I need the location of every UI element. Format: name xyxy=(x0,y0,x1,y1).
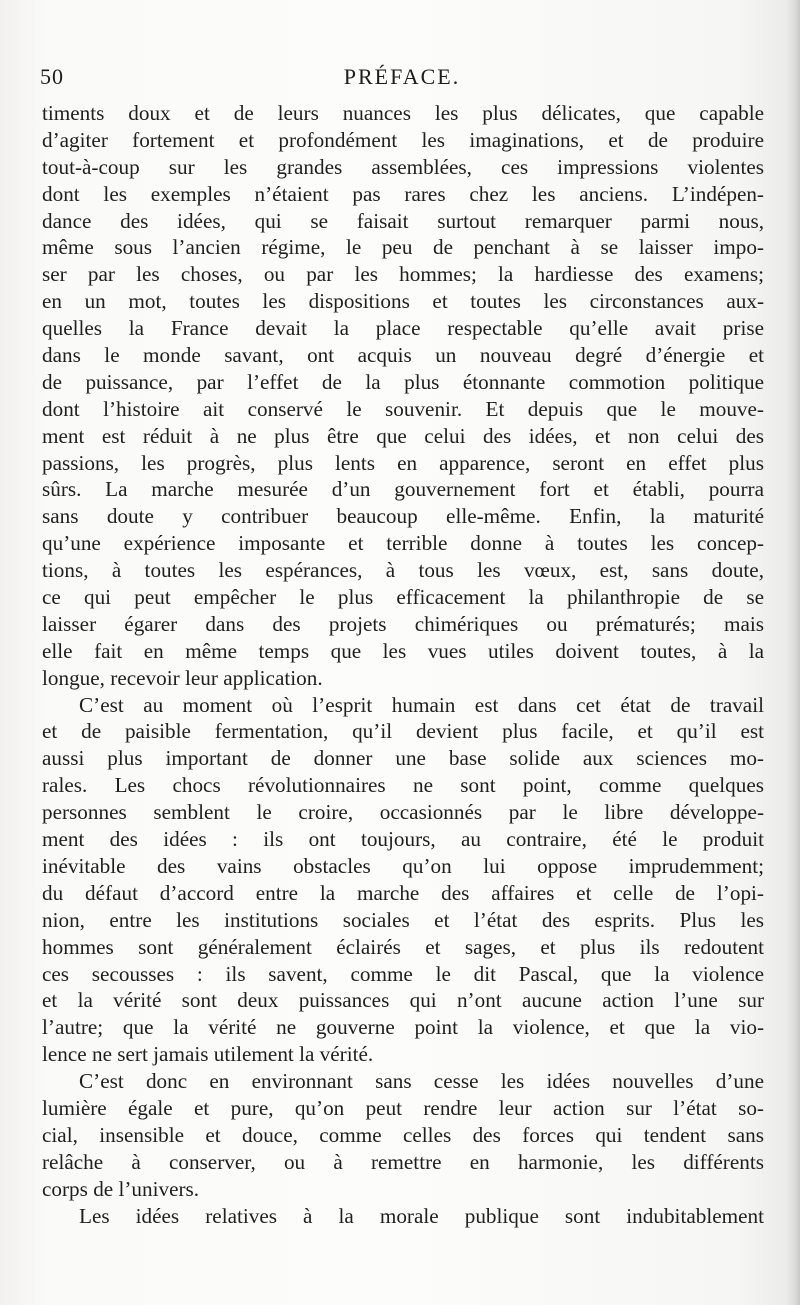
text-line: corps de l’univers. xyxy=(42,1176,200,1201)
text-line: cial, insensible et douce, comme celles des forces qui tendent sans xyxy=(42,1122,764,1147)
text-line: dont l’histoire ait conservé le souvenir. Et depuis que le mouve- xyxy=(42,396,764,421)
text-line: dance des idées, qui se faisait surtout remarquer parmi nous, xyxy=(42,208,764,233)
text-line: et de paisible fermentation, qu’il devient plus facile, et qu’il est xyxy=(42,719,764,744)
text-line: du défaut d’accord entre la marche des affaires et celle de l’opi- xyxy=(42,880,764,905)
text-line: longue, recevoir leur application. xyxy=(42,665,323,690)
text-line: quelles la France devait la place respectable qu’elle avait prise xyxy=(42,316,764,341)
text-line: ser par les choses, ou par les hommes; la hardiesse des examens; xyxy=(42,262,764,287)
text-line: inévitable des vains obstacles qu’on lui oppose imprudemment; xyxy=(42,853,764,878)
paragraph-start: C’est au moment où l’esprit humain est dans cet état de travail xyxy=(79,692,764,717)
text-line: dans le monde savant, ont acquis un nouveau degré d’énergie et xyxy=(42,343,764,368)
text-line: ce qui peut empêcher le plus efficacement la philanthropie de se xyxy=(42,585,764,610)
text-line: elle fait en même temps que les vues utiles doivent toutes, à la xyxy=(42,638,764,663)
paragraph-start: Les idées relatives à la morale publique sont indubitablement xyxy=(79,1203,764,1228)
paragraph-start: C’est donc en environnant sans cesse les idées nouvelles d’une xyxy=(79,1069,764,1094)
text-line: relâche à conserver, ou à remettre en harmonie, les différents xyxy=(42,1149,764,1174)
text-line: de puissance, par l’effet de la plus étonnante commotion politique xyxy=(42,369,764,394)
text-line: même sous l’ancien régime, le peu de penchant à se laisser impo- xyxy=(42,235,764,260)
text-line: ment est réduit à ne plus être que celui des idées, et non celui des xyxy=(42,423,764,448)
page-number: 50 xyxy=(40,64,64,89)
body-text xyxy=(42,100,764,1229)
text-line: ces secousses : ils savent, comme le dit Pascal, que la violence xyxy=(42,961,764,986)
text-line: qu’une expérience imposante et terrible donne à toutes les concep- xyxy=(42,531,764,556)
text-line: lumière égale et pure, qu’on peut rendre leur action sur l’état so- xyxy=(42,1095,764,1120)
text-line: en un mot, toutes les dispositions et toutes les circonstances aux- xyxy=(42,289,764,314)
text-line: ment des idées : ils ont toujours, au contraire, été le produit xyxy=(42,827,764,852)
text-line: et la vérité sont deux puissances qui n’ont aucune action l’une sur xyxy=(42,988,764,1013)
page-header xyxy=(40,64,764,98)
text-line: hommes sont généralement éclairés et sages, et plus ils redoutent xyxy=(42,934,764,959)
text-line: tout-à-coup sur les grandes assemblées, ces impressions violentes xyxy=(42,154,764,179)
text-line: aussi plus important de donner une base solide aux sciences mo- xyxy=(42,746,764,771)
page-gutter-shadow xyxy=(786,0,800,1305)
text-line: sans doute y contribuer beaucoup elle-même. Enfin, la maturité xyxy=(42,504,764,529)
text-line: laisser égarer dans des projets chimériques ou prématurés; mais xyxy=(42,611,764,636)
text-line: passions, les progrès, plus lents en apparence, seront en effet plus xyxy=(42,450,764,475)
text-line: personnes semblent le croire, occasionnés par le libre développe- xyxy=(42,800,764,825)
text-line: d’agiter fortement et profondément les imaginations, et de produire xyxy=(42,127,764,152)
text-line: nion, entre les institutions sociales et l’état des esprits. Plus les xyxy=(42,907,764,932)
text-line: dont les exemples n’étaient pas rares chez les anciens. L’indépen- xyxy=(42,181,764,206)
text-line: rales. Les chocs révolutionnaires ne sont point, comme quelques xyxy=(42,773,764,798)
text-line: tions, à toutes les espérances, à tous les vœux, est, sans doute, xyxy=(42,558,764,583)
running-title: PRÉFACE. xyxy=(343,64,461,89)
text-line: l’autre; que la vérité ne gouverne point la violence, et que la vio- xyxy=(42,1015,764,1040)
text-line: lence ne sert jamais utilement la vérité. xyxy=(42,1042,374,1067)
text-line: sûrs. La marche mesurée d’un gouvernement fort et établi, pourra xyxy=(42,477,764,502)
text-line: timents doux et de leurs nuances les plus délicates, que capable xyxy=(42,101,764,125)
